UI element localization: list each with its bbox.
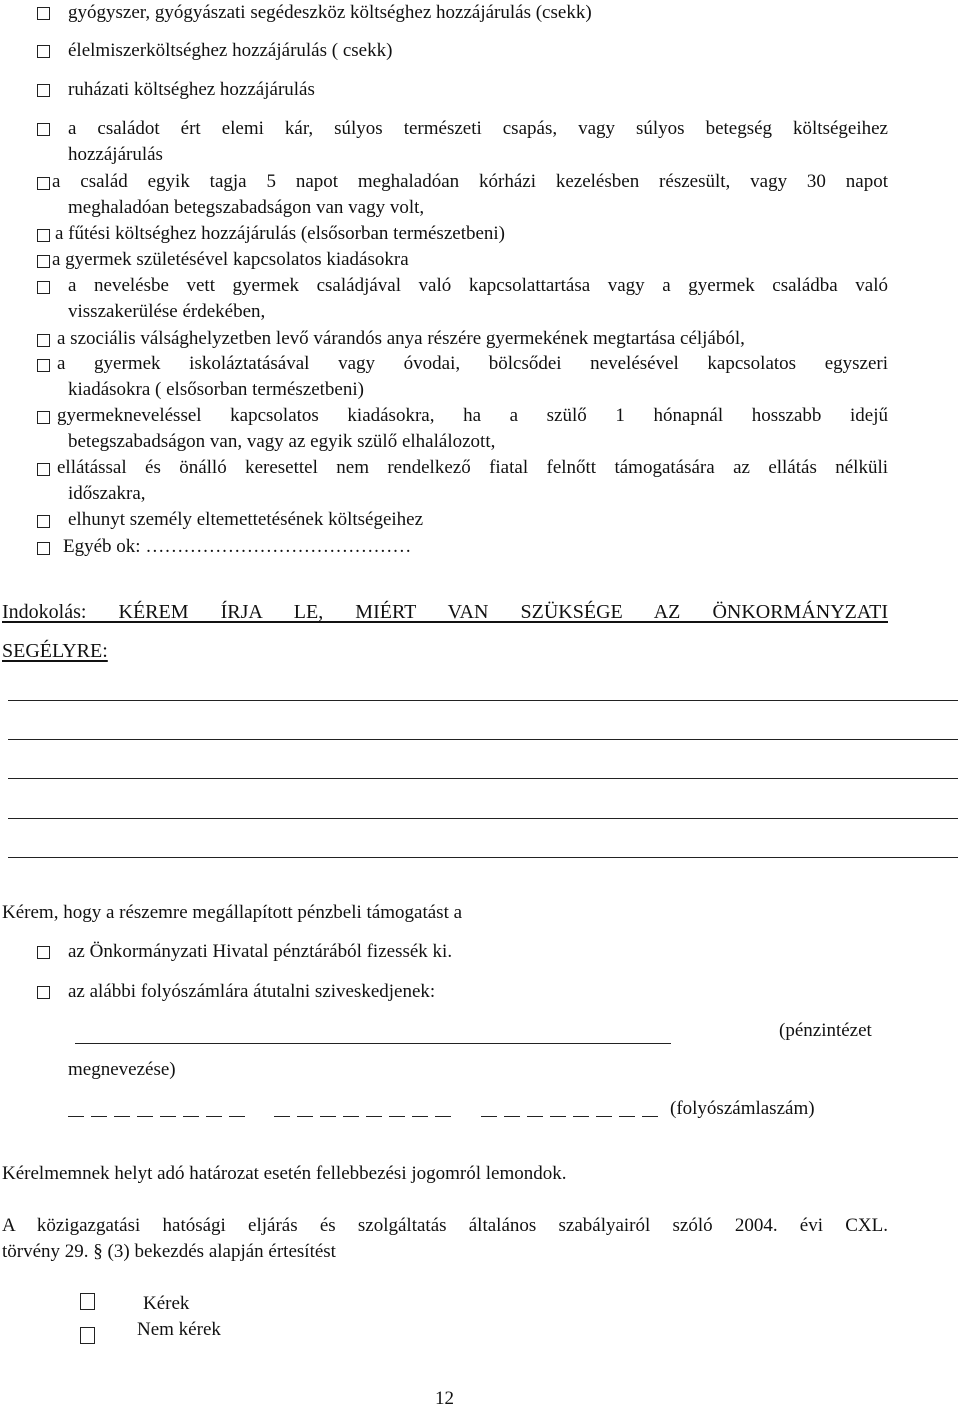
option-9-label: a szociális válsághelyzetben levő várandós anya részére gyermekének megtartása céljából, (57, 328, 745, 349)
account-digit-blank (573, 1116, 589, 1117)
checkbox-bank-transfer[interactable] (37, 986, 50, 999)
justification-heading-line-1: Indokolás: KÉREM ÍRJA LE, MIÉRT VAN SZÜKSÉGE AZ ÖNKORMÁNYZATI (2, 601, 888, 623)
checkbox-notify-no[interactable] (80, 1327, 95, 1344)
checkbox-option-10[interactable] (37, 359, 50, 372)
option-8-label-line-2: visszakerülése érdekében, (68, 301, 266, 322)
option-4-label-line-1: a családot ért elemi kár, súlyos természeti csapás, vagy súlyos betegség költségeihez (68, 118, 888, 139)
account-digit-blank (389, 1116, 405, 1117)
option-2-label: élelmiszerköltséghez hozzájárulás ( csekk) (68, 40, 393, 61)
account-digit-blank (114, 1116, 130, 1117)
account-digit-blank (596, 1116, 612, 1117)
account-digit-blank (481, 1116, 497, 1117)
option-4-label-line-2: hozzájárulás (68, 144, 163, 165)
checkbox-option-11[interactable] (37, 411, 50, 424)
account-digit-blank (68, 1116, 84, 1117)
option-13-label: elhunyt személy eltemettetésének költségeihez (68, 509, 424, 530)
option-1-label: gyógyszer, gyógyászati segédeszköz költséghez hozzájárulás (csekk) (68, 2, 592, 23)
option-other-label: Egyéb ok: …………………………………… (63, 536, 412, 557)
bank-name-line[interactable] (75, 1043, 671, 1044)
checkbox-option-13[interactable] (37, 515, 50, 528)
account-digit-blank (206, 1116, 222, 1117)
checkbox-option-8[interactable] (37, 281, 50, 294)
account-digit-blank (642, 1116, 658, 1117)
account-digit-blank (619, 1116, 635, 1117)
account-digit-blank (435, 1116, 451, 1117)
cash-office-label: az Önkormányzati Hivatal pénztárából fizessék ki. (68, 941, 453, 962)
account-digit-blank (550, 1116, 566, 1117)
notification-notice-line-1: A közigazgatási hatósági eljárás és szolgáltatás általános szabályairól szóló 2004. évi CXL. (2, 1215, 888, 1236)
checkbox-option-1[interactable] (37, 7, 50, 20)
appeal-waiver-text: Kérelmemnek helyt adó határozat esetén fellebbezési jogomról lemondok. (2, 1163, 567, 1184)
account-digit-blank (527, 1116, 543, 1117)
checkbox-option-other[interactable] (37, 542, 50, 555)
option-3-label: ruházati költséghez hozzájárulás (68, 79, 315, 100)
bank-name-label-b: megnevezése) (68, 1059, 176, 1080)
checkbox-option-3[interactable] (37, 84, 50, 97)
account-number-label: (folyószámlaszám) (670, 1098, 815, 1119)
option-10-label-line-2: kiadásokra ( elsősorban természetbeni) (68, 379, 364, 400)
option-12-label-line-2: időszakra, (68, 483, 146, 504)
account-digit-blank (366, 1116, 382, 1117)
checkbox-option-4[interactable] (37, 123, 50, 136)
checkbox-option-5[interactable] (37, 177, 50, 190)
option-11-label-line-1: gyermekneveléssel kapcsolatos kiadásokra, ha a szülő 1 hónapnál hosszabb idejű (57, 405, 888, 426)
option-12-label-line-1: ellátással és önálló keresettel nem rendelkező fiatal felnőtt támogatására az ellátás nélküli (57, 457, 888, 478)
page-number: 12 (435, 1388, 454, 1409)
justification-line-2[interactable] (8, 739, 958, 740)
justification-line-3[interactable] (8, 778, 958, 779)
account-digit-blank (274, 1116, 290, 1117)
account-digit-blank (229, 1116, 245, 1117)
account-digit-blank (91, 1116, 107, 1117)
justification-line-5[interactable] (8, 857, 958, 858)
option-5-label-line-2: meghaladóan betegszabadságon van vagy volt, (68, 197, 425, 218)
account-digit-blank (343, 1116, 359, 1117)
notification-notice-line-2: törvény 29. § (3) bekezdés alapján értesítést (2, 1241, 336, 1262)
checkbox-cash-office[interactable] (37, 946, 50, 959)
option-8-label-line-1: a nevelésbe vett gyermek családjával való kapcsolattartása vagy a gyermek családba való (68, 275, 888, 296)
checkbox-option-7[interactable] (37, 255, 50, 268)
justification-heading-line-2: SEGÉLYRE: (2, 640, 108, 662)
payment-intro: Kérem, hogy a részemre megállapított pénzbeli támogatást a (2, 902, 463, 923)
justification-line-1[interactable] (8, 700, 958, 701)
account-digit-blank (183, 1116, 199, 1117)
justification-line-4[interactable] (8, 818, 958, 819)
checkbox-option-2[interactable] (37, 45, 50, 58)
notify-yes-label: Kérek (143, 1293, 190, 1314)
option-5-label-line-1: a család egyik tagja 5 napot meghaladóan kórházi kezelésben részesült, vagy 30 napot (52, 171, 888, 192)
account-digit-blank (412, 1116, 428, 1117)
account-digit-blank (137, 1116, 153, 1117)
account-digit-blank (160, 1116, 176, 1117)
account-digit-blank (504, 1116, 520, 1117)
bank-transfer-label: az alábbi folyószámlára átutalni sziveskedjenek: (68, 981, 436, 1002)
option-6-label: a fűtési költséghez hozzájárulás (elsősorban természetbeni) (55, 223, 506, 244)
checkbox-notify-yes[interactable] (80, 1293, 95, 1310)
notify-no-label: Nem kérek (137, 1319, 221, 1340)
account-digit-blank (297, 1116, 313, 1117)
option-7-label: a gyermek születésével kapcsolatos kiadásokra (52, 249, 409, 270)
checkbox-option-12[interactable] (37, 463, 50, 476)
account-digit-blank (320, 1116, 336, 1117)
bank-name-label-a: (pénzintézet (779, 1020, 872, 1041)
option-11-label-line-2: betegszabadságon van, vagy az egyik szülő elhalálozott, (68, 431, 496, 452)
checkbox-option-6[interactable] (37, 229, 50, 242)
checkbox-option-9[interactable] (37, 334, 50, 347)
option-10-label-line-1: a gyermek iskoláztatásával vagy óvodai, bölcsődei nevelésével kapcsolatos egyszeri (57, 353, 888, 374)
